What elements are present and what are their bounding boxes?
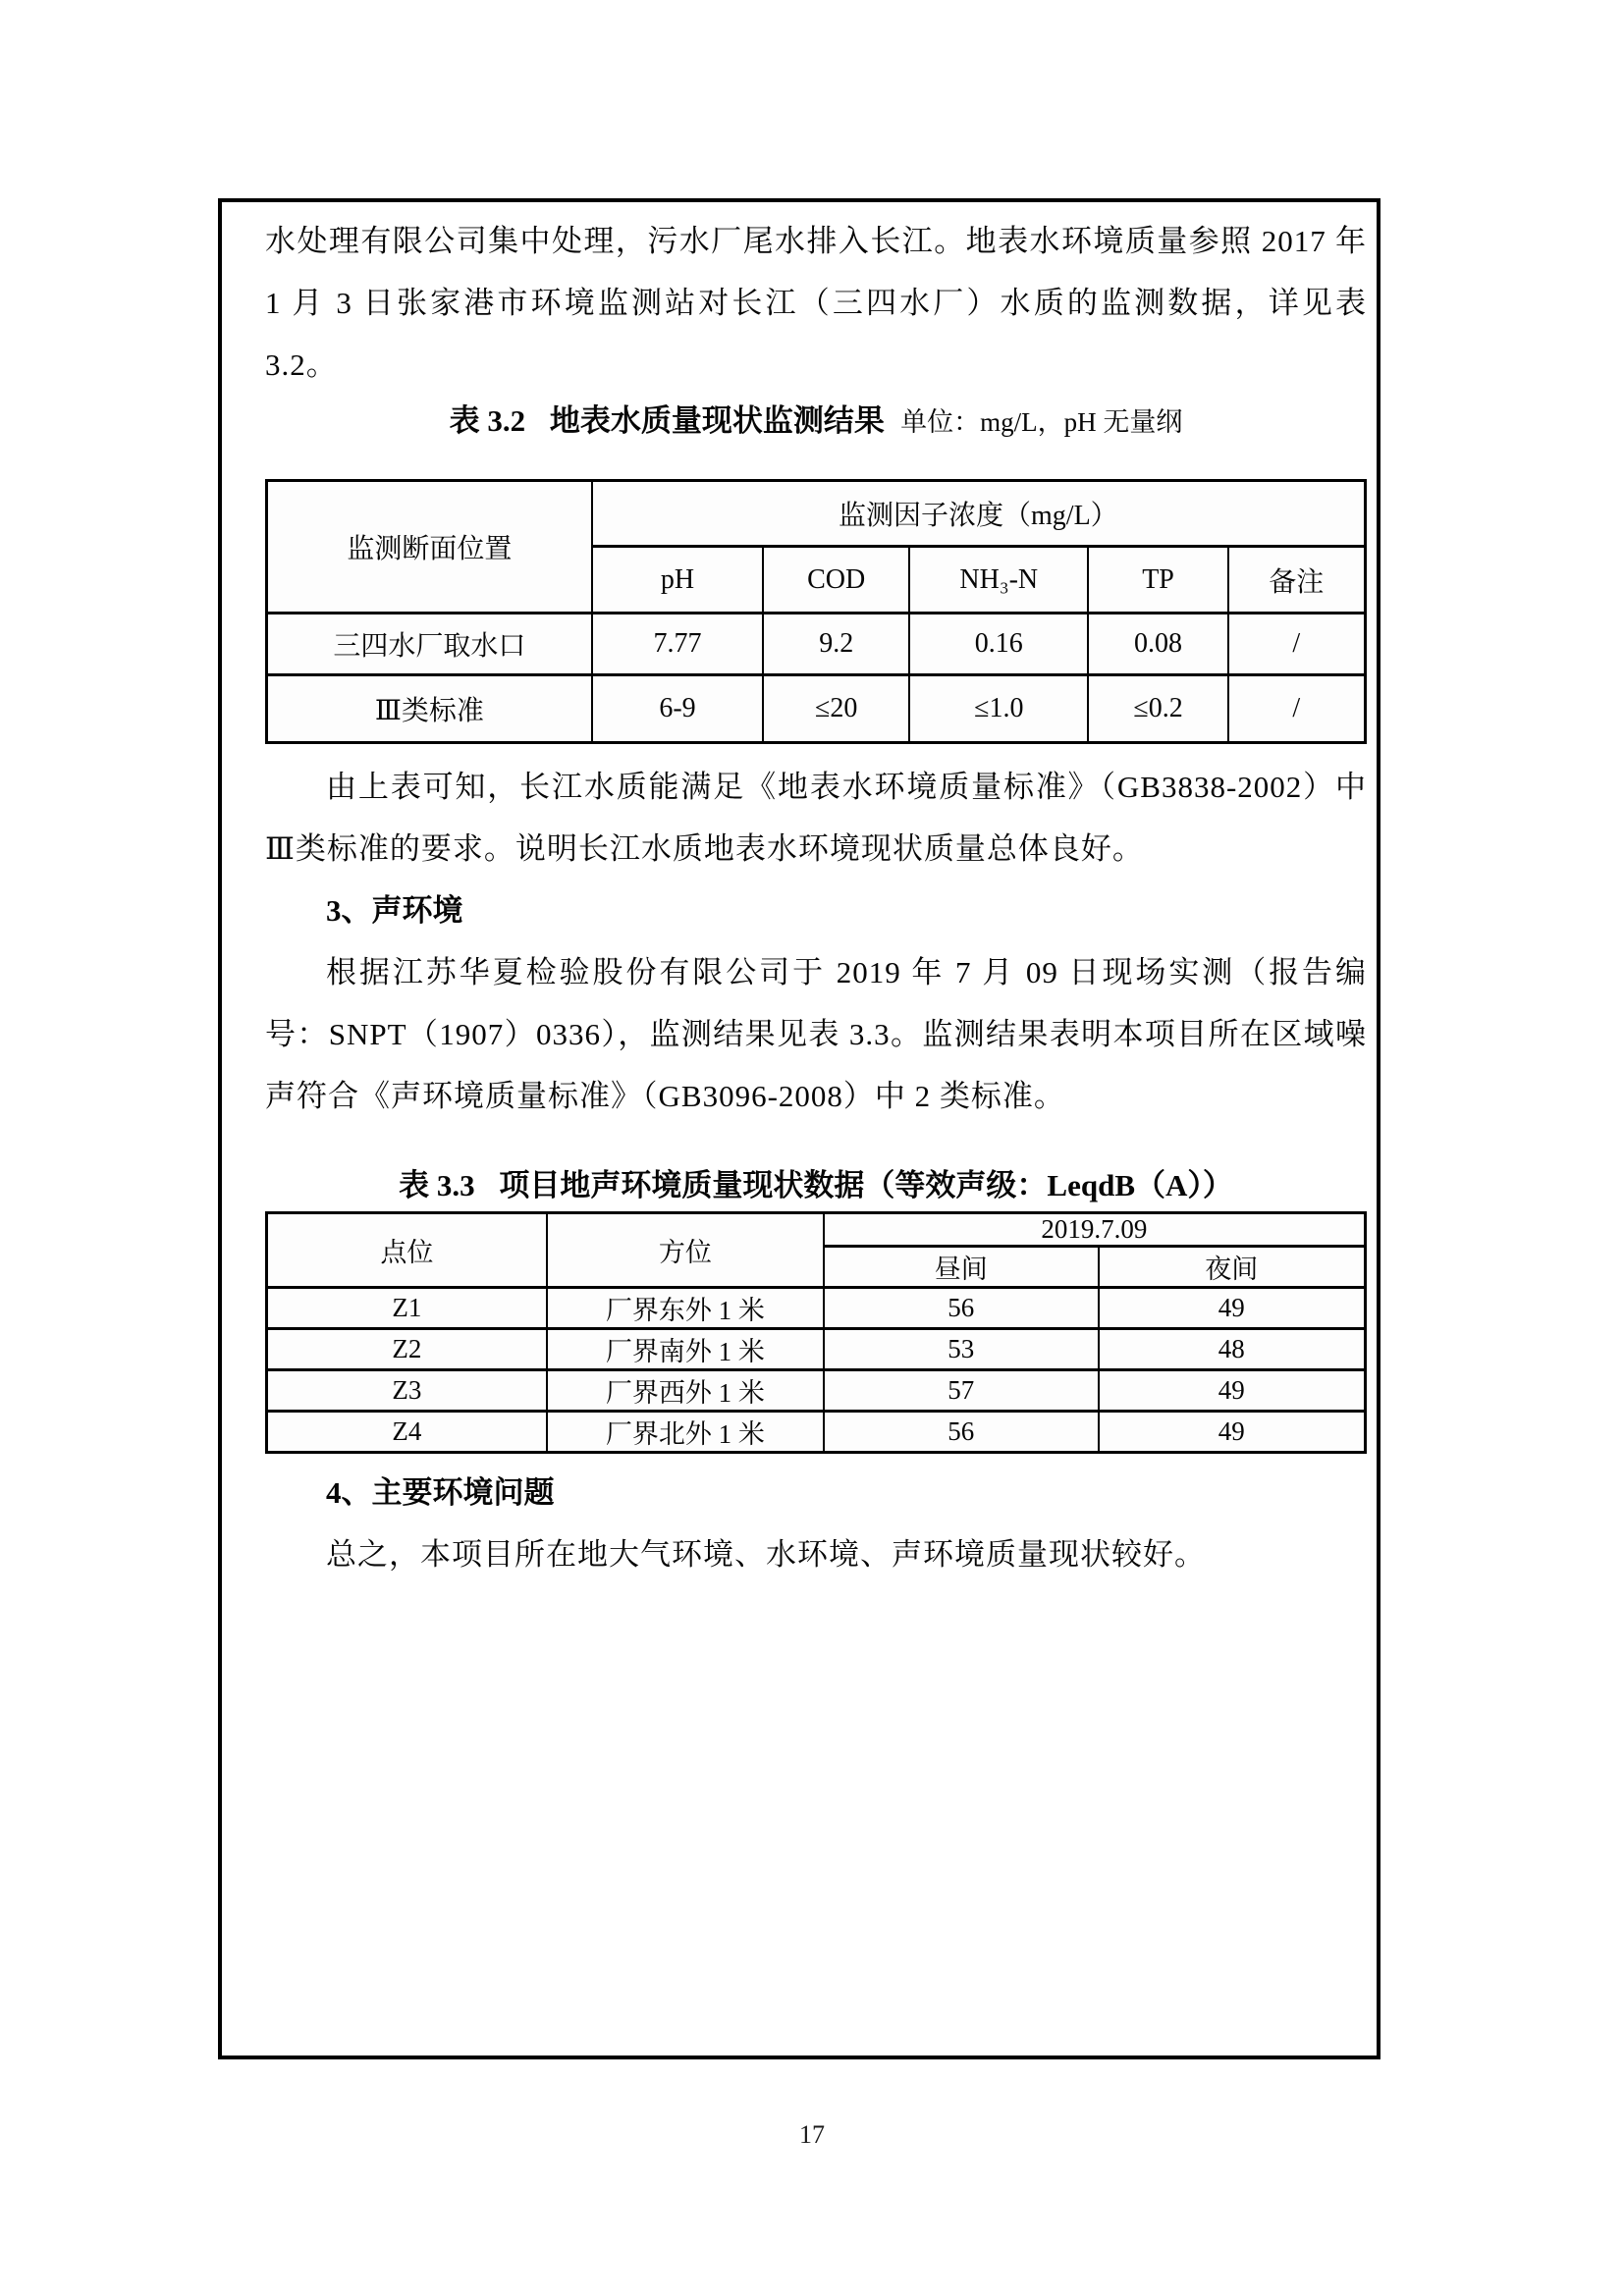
cell-value: ≤0.2 — [1088, 675, 1227, 743]
table-row — [267, 1288, 1366, 1329]
header-cell-date: 2019.7.09 — [824, 1213, 1366, 1247]
cell-value: / — [1228, 675, 1366, 743]
cell-value: ≤1.0 — [909, 675, 1088, 743]
cell-night-value: 49 — [1099, 1412, 1366, 1453]
noise-environment-table — [265, 1211, 1367, 1454]
table33-caption-label: 表 3.3 — [399, 1168, 475, 1202]
table-row — [267, 1412, 1366, 1453]
cell-row-label: Ⅲ类标准 — [267, 675, 592, 743]
header-cell-factor-group: 监测因子浓度（mg/L） — [592, 481, 1366, 547]
cell-value: 9.2 — [763, 614, 909, 675]
header-cell-daytime: 昼间 — [824, 1247, 1099, 1288]
table32-caption-unit: 单位：mg/L，pH 无量纲 — [900, 407, 1183, 437]
cell-point: Z2 — [267, 1329, 547, 1370]
table-row — [267, 1329, 1366, 1370]
cell-point: Z3 — [267, 1370, 547, 1412]
paragraph-overall-conclusion: 总之，本项目所在地大气环境、水环境、声环境质量现状较好。 — [326, 1537, 1206, 1572]
cell-direction: 厂界北外 1 米 — [547, 1412, 824, 1453]
cell-direction: 厂界东外 1 米 — [547, 1288, 824, 1329]
cell-direction: 厂界西外 1 米 — [547, 1370, 824, 1412]
table-row — [267, 614, 1366, 675]
content-border-frame — [218, 198, 1380, 2059]
table32-caption-title: 地表水质量现状监测结果 — [549, 403, 885, 438]
section-heading-main-issues: 4、主要环境问题 — [326, 1475, 555, 1510]
surface-water-quality-table — [265, 479, 1367, 744]
table33-caption — [265, 1162, 1367, 1209]
table-row — [267, 675, 1366, 743]
paragraph-noise-monitoring: 根据江苏华夏检验股份有限公司于 2019 年 7 月 09 日现场实测（报告编号：SNPT（1907）0336），监测结果见表 3.3。监测结果表明本项目所在区域噪声符合《声环境质量标准》（GB3096-2008）中 2 类标准。 — [265, 955, 1367, 1113]
paragraph-water-conclusion: 由上表可知，长江水质能满足《地表水环境质量标准》（GB3838-2002）中Ⅲ类标准的要求。说明长江水质地表水环境现状质量总体良好。 — [265, 770, 1367, 866]
table-row — [267, 1213, 1366, 1247]
cell-value: 0.16 — [909, 614, 1088, 675]
cell-direction: 厂界南外 1 米 — [547, 1329, 824, 1370]
table-row — [267, 1370, 1366, 1412]
header-cell-nighttime: 夜间 — [1099, 1247, 1366, 1288]
cell-point: Z1 — [267, 1288, 547, 1329]
table-row — [267, 481, 1366, 547]
cell-value: 6-9 — [592, 675, 764, 743]
header-cell-direction: 方位 — [547, 1213, 824, 1288]
table32-caption-label: 表 3.2 — [449, 403, 526, 438]
header-cell-point: 点位 — [267, 1213, 547, 1288]
header-cell-ph: pH — [592, 547, 764, 614]
table32-caption — [265, 398, 1367, 446]
cell-day-value: 56 — [824, 1412, 1099, 1453]
header-cell-cod: COD — [763, 547, 909, 614]
cell-day-value: 53 — [824, 1329, 1099, 1370]
cell-value: / — [1228, 614, 1366, 675]
cell-day-value: 57 — [824, 1370, 1099, 1412]
page-number: 17 — [799, 2120, 825, 2149]
cell-night-value: 48 — [1099, 1329, 1366, 1370]
cell-day-value: 56 — [824, 1288, 1099, 1329]
header-cell-nh3n: NH₃-N — [909, 547, 1088, 614]
cell-value: 0.08 — [1088, 614, 1227, 675]
cell-row-label: 三四水厂取水口 — [267, 614, 592, 675]
section-heading-noise: 3、声环境 — [326, 893, 463, 928]
header-cell-location: 监测断面位置 — [267, 481, 592, 614]
table33-caption-title: 项目地声环境质量现状数据（等效声级：LeqdB（A）） — [499, 1168, 1233, 1202]
cell-value: ≤20 — [763, 675, 909, 743]
header-cell-remark: 备注 — [1228, 547, 1366, 614]
cell-night-value: 49 — [1099, 1370, 1366, 1412]
cell-point: Z4 — [267, 1412, 547, 1453]
cell-night-value: 49 — [1099, 1288, 1366, 1329]
header-cell-tp: TP — [1088, 547, 1227, 614]
cell-value: 7.77 — [592, 614, 764, 675]
paragraph-surface-water-intro: 水处理有限公司集中处理，污水厂尾水排入长江。地表水环境质量参照 2017 年 1 月 3 日张家港市环境监测站对长江（三四水厂）水质的监测数据，详见表 3.2。 — [265, 224, 1367, 382]
